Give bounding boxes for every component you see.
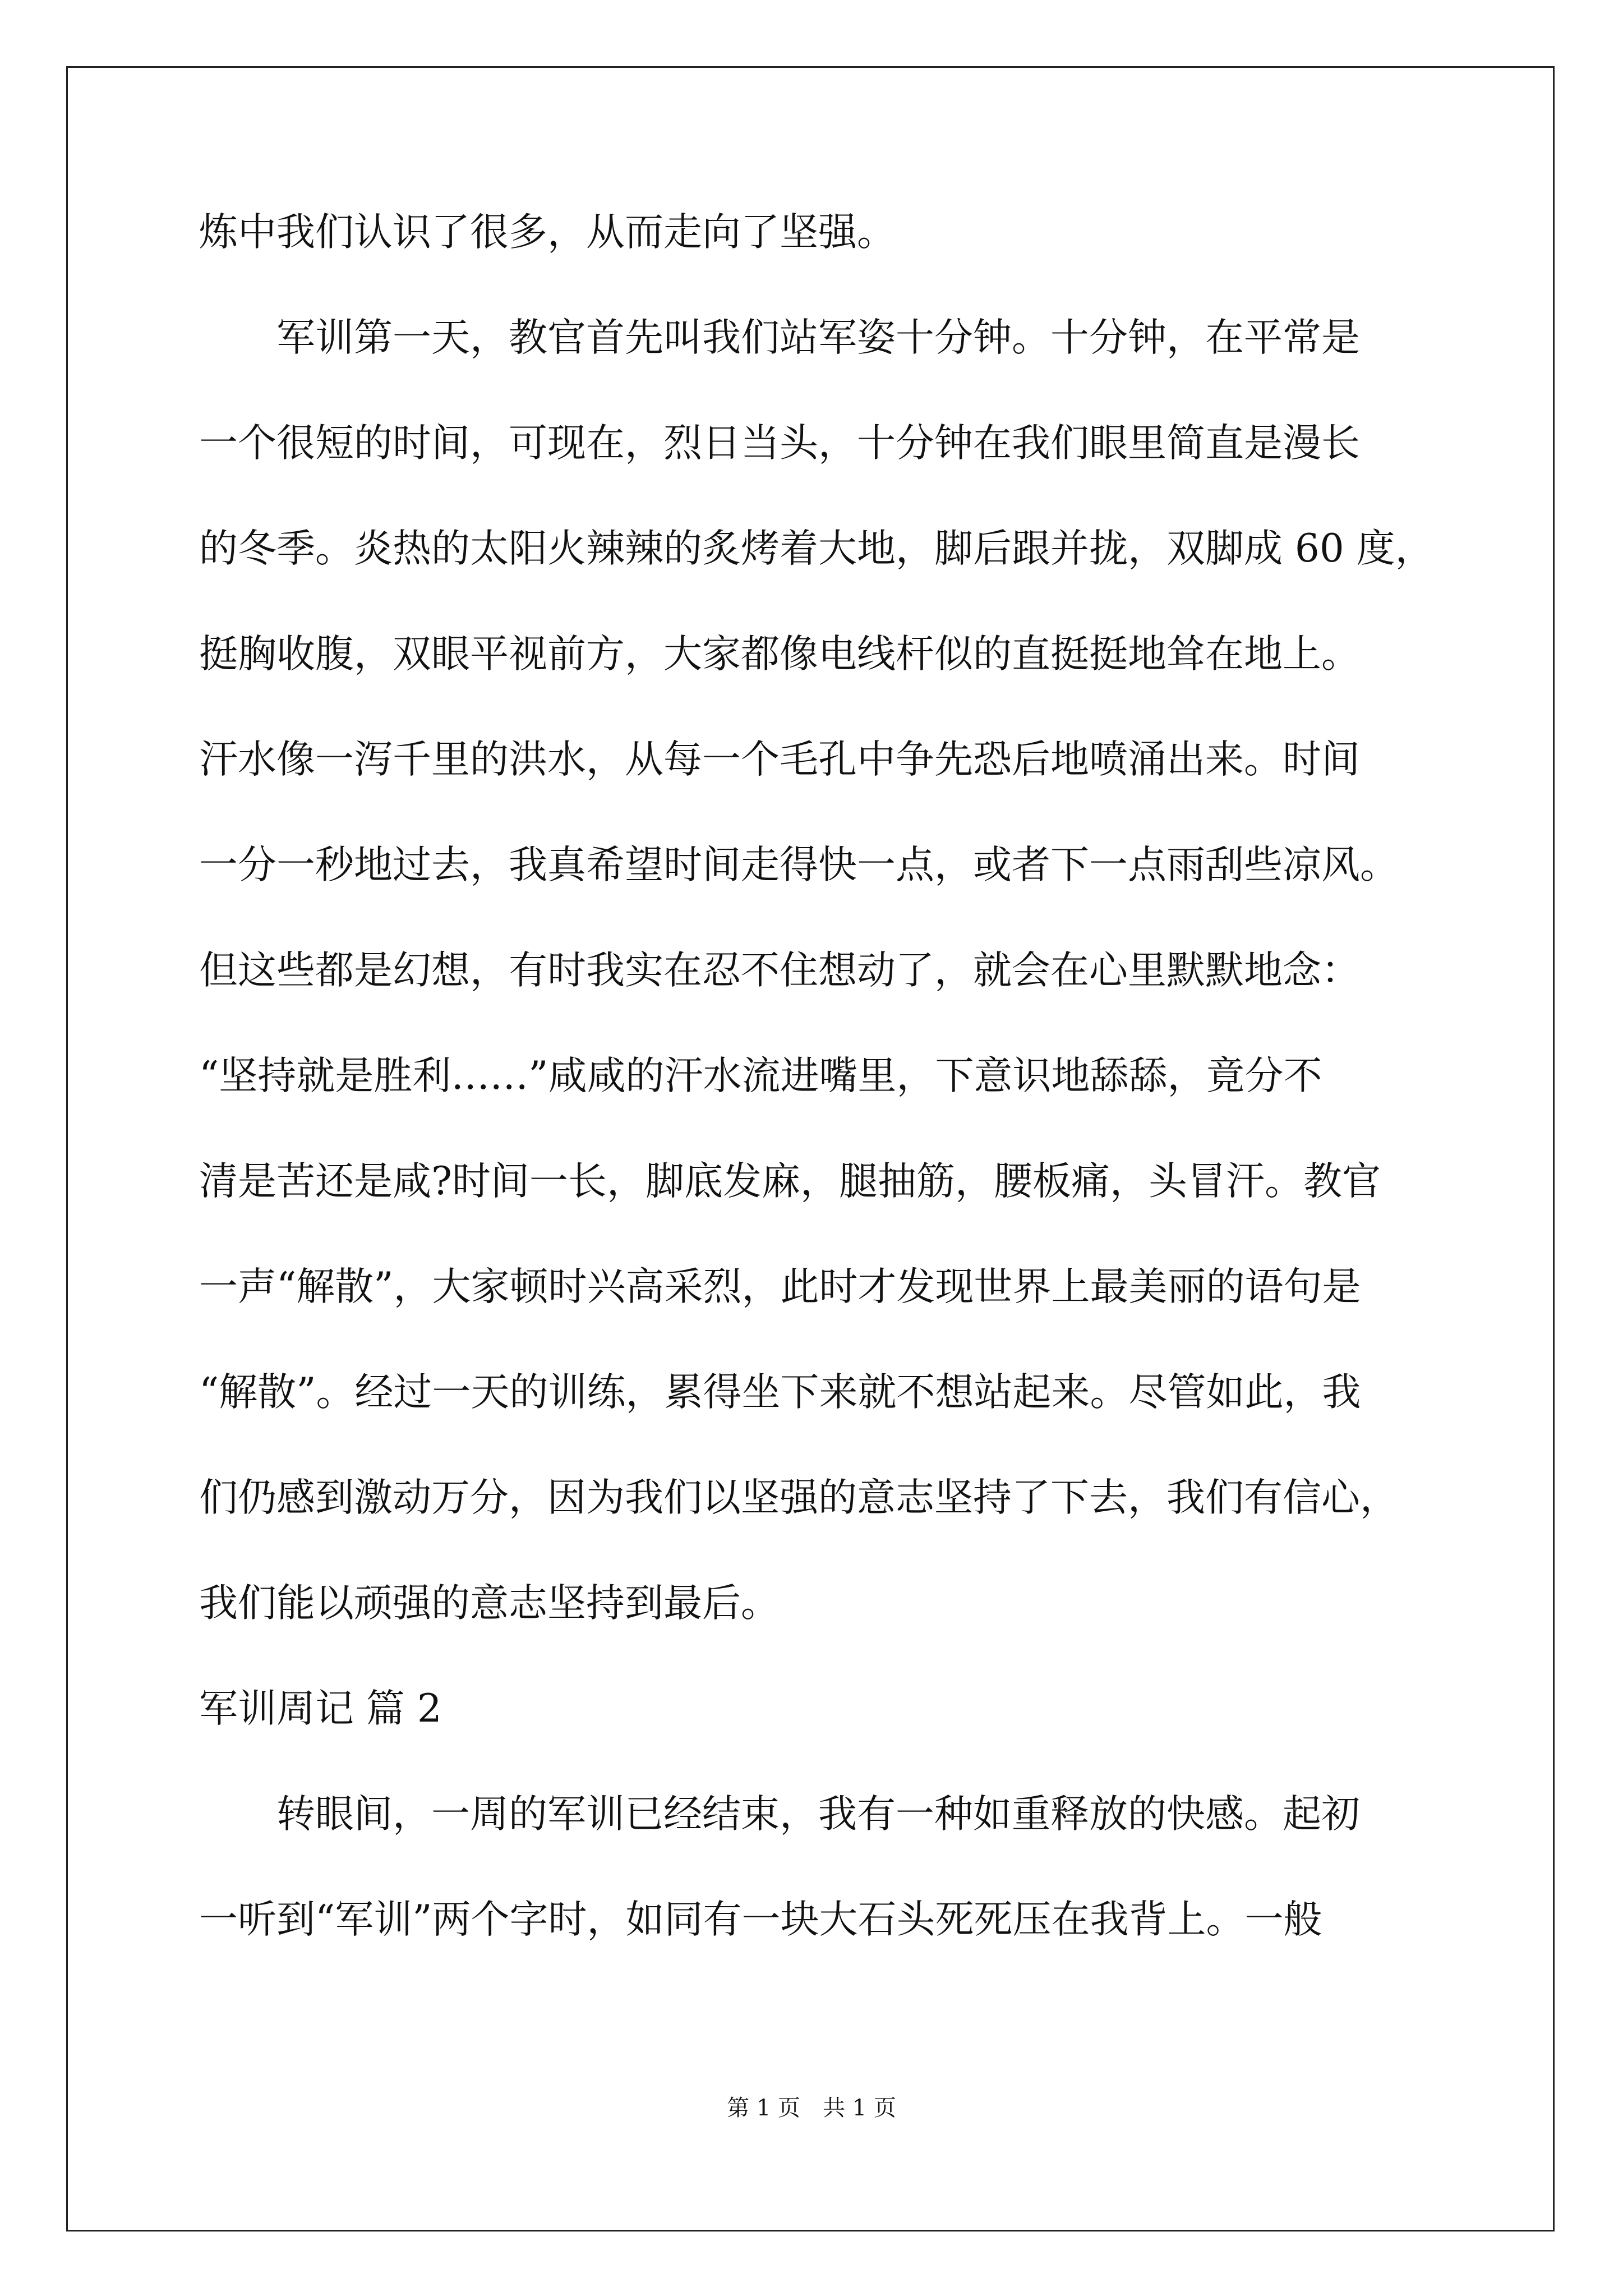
text-line: “坚持就是胜利……”咸咸的汗水流进嘴里，下意识地舔舔，竟分不 bbox=[199, 1053, 1322, 1098]
text-line: 挺胸收腹，双眼平视前方，大家都像电线杆似的直挺挺地耸在地上。 bbox=[199, 632, 1360, 677]
text-line: 的冬季。炎热的太阳火辣辣的炙烤着大地，脚后跟并拢，双脚成 60 度， bbox=[199, 526, 1434, 571]
text-line: 一声“解散”，大家顿时兴高采烈，此时才发现世界上最美丽的语句是 bbox=[199, 1264, 1361, 1309]
text-line: 一个很短的时间，可现在，烈日当头，十分钟在我们眼里简直是漫长 bbox=[199, 421, 1360, 466]
text-line: 炼中我们认识了很多，从而走向了坚强。 bbox=[199, 210, 896, 255]
section-heading: 军训周记 篇 2 bbox=[199, 1686, 442, 1731]
text-line: 但这些都是幻想，有时我实在忍不住想动了，就会在心里默默地念： bbox=[199, 948, 1360, 993]
text-line: 一听到“军训”两个字时，如同有一块大石头死死压在我背上。一般 bbox=[199, 1897, 1322, 1942]
text-line: “解散”。经过一天的训练，累得坐下来就不想站起来。尽管如此，我 bbox=[199, 1370, 1361, 1415]
text-line: 汗水像一泻千里的洪水，从每一个毛孔中争先恐后地喷涌出来。时间 bbox=[199, 737, 1360, 782]
page-footer: 第 1 页 共 1 页 bbox=[727, 2095, 896, 2121]
text-line: 一分一秒地过去，我真希望时间走得快一点，或者下一点雨刮些凉风。 bbox=[199, 843, 1399, 887]
text-line: 们仍感到激动万分，因为我们以坚强的意志坚持了下去，我们有信心， bbox=[199, 1475, 1399, 1520]
text-line: 我们能以顽强的意志坚持到最后。 bbox=[199, 1581, 780, 1626]
text-line: 转眼间，一周的军训已经结束，我有一种如重释放的快感。起初 bbox=[199, 1792, 1360, 1837]
text-line: 军训第一天，教官首先叫我们站军姿十分钟。十分钟，在平常是 bbox=[199, 315, 1360, 360]
text-line: 清是苦还是咸?时间一长，脚底发麻，腿抽筋，腰板痛，头冒汗。教官 bbox=[199, 1159, 1381, 1204]
